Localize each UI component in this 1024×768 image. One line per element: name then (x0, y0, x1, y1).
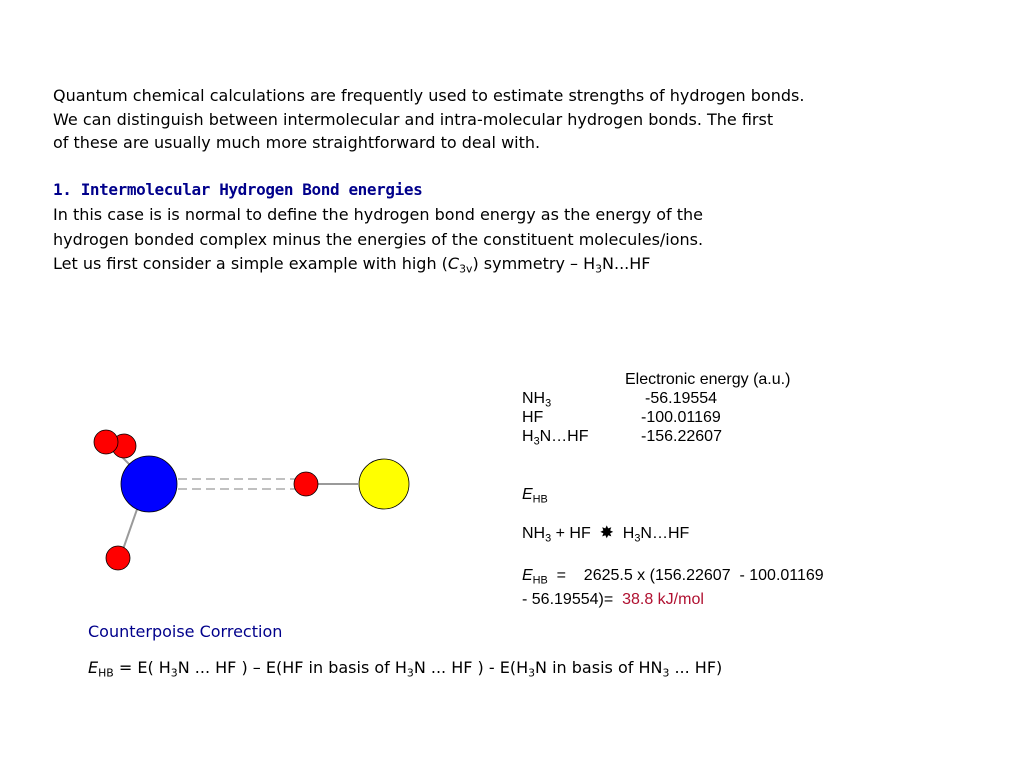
line3-pre: Let us first consider a simple example with high ( (53, 254, 448, 273)
hydrogen-atom-bottom (106, 546, 130, 570)
energy-row-label-nh3: $NH_3$ (522, 390, 552, 410)
counterpoise-formula: $E_{HB} = E$( $H_3N$ ... HF ) – E(HF in basis of $H_3N$ ... HF ) - $E(H_3N$ in basis of $HN_3$ ... HF) (88, 658, 723, 680)
energy-row-label-hf: HF (522, 409, 544, 426)
ehb-calculation-line-1: $E_{HB}$ = 2625.5 x (156.22607 - 100.01169 (522, 567, 824, 587)
h3-subscript: 3 (595, 262, 603, 276)
energy-row-label-complex: $H_3N\dots HF$ (522, 428, 589, 448)
ehb-calculation-line-2: - 56.19554)= 38.8 kJ/mol (522, 591, 704, 608)
intro-line-3: of these are usually much more straightforward to deal with. (53, 133, 541, 152)
energy-row-value-hf: -100.01169 (641, 409, 721, 426)
energy-table-header: Electronic energy (a.u.) (625, 371, 791, 388)
intro-line-2: We can distinguish between intermolecular and intra-molecular hydrogen bonds. The first (53, 109, 774, 129)
c3v-subscript: 3v (459, 262, 473, 276)
fluorine-atom (359, 459, 409, 509)
section-line-1: In this case is is normal to define the hydrogen bond energy as the energy of the (53, 205, 703, 224)
c3v-symbol: C (447, 254, 460, 273)
reaction-equation: $NH_3$ + HF ✸ $H_3N\dots HF$ (522, 523, 690, 545)
energy-row-value-nh3: -56.19554 (645, 390, 718, 407)
intro-line-1: Quantum chemical calculations are frequently used to estimate strengths of hydrogen bonds. (53, 86, 805, 105)
line3-post: ) symmetry – H (472, 254, 596, 273)
nitrogen-atom (121, 456, 177, 512)
reaction-arrow-icon: ✸ (599, 523, 614, 542)
line3-end: N...HF (602, 254, 651, 273)
section-heading: 1. Intermolecular Hydrogen Bond energies (53, 180, 423, 199)
energy-row-value-complex: -156.22607 (641, 428, 722, 445)
ehb-result: 38.8 kJ/mol (622, 591, 704, 608)
section-line-2: hydrogen bonded complex minus the energies of the constituent molecules/ions. (53, 229, 704, 249)
hydrogen-atom-top (94, 430, 118, 454)
hydrogen-atom-hf (294, 472, 318, 496)
ehb-label: $E_{HB}$ (522, 486, 548, 506)
counterpoise-title: Counterpoise Correction (88, 622, 283, 641)
